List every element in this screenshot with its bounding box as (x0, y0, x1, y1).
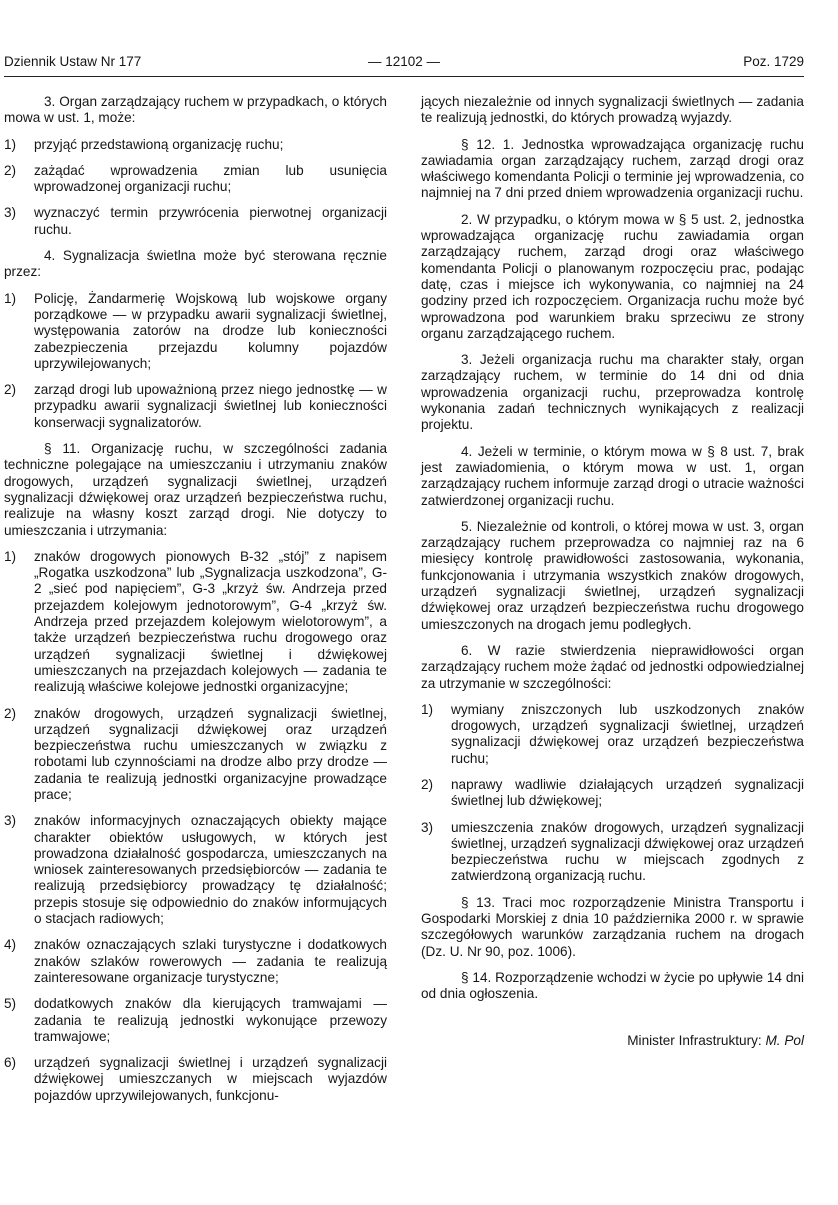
paragraph-3-intro: 3. Organ zarządzający ruchem w przypadkach, o których mowa w ust. 1, może: (4, 94, 387, 126)
section-12-1: § 12. 1. Jednostka wprowadzająca organizację ruchu zawiadamia organ zarządzający ruchem, zarząd drogi oraz właściwego komendanta Policji o terminie jej wprowadzenia, co najmniej na 7 dni przed dniem wprowadzenia organizacji ruchu. (421, 136, 804, 201)
right-column (421, 94, 804, 1059)
section-13: § 13. Traci moc rozporządzenie Ministra Transportu i Gospodarki Morskiej z dnia 10 października 2000 r. w sprawie szczegółowych warunków zarządzania ruchem na drogach (Dz. U. Nr 90, poz. 1006). (421, 894, 804, 959)
section-12-3: 3. Jeżeli organizacja ruchu ma charakter stały, organ zarządzający ruchem, w terminie do 14 dni od dnia wprowadzenia organizacji ruchu, przeprowadza kontrolę wykonania zadań technicznych wynikających z realizacji projektu. (421, 352, 804, 433)
section-11-intro: § 11. Organizację ruchu, w szczególności zadania techniczne polegające na umieszczaniu i utrzymaniu znaków drogowych, urządzeń sygnalizacji świetlnej, urządzeń sygnalizacji dźwiękowej oraz urządzeń bezpieczeństwa ruchu, realizuje na własny koszt zarząd drogi. Nie dotyczy to umieszczania i utrzymania: (4, 441, 387, 538)
list-item: 3) umieszczenia znaków drogowych, urządzeń sygnalizacji świetlnej, urządzeń sygnalizacji dźwiękowej oraz urządzeń bezpieczeństwa ruchu w miejscach zgodnych z zatwierdzoną organizacją ruchu. (421, 819, 804, 884)
section-12-5: 5. Niezależnie od kontroli, o której mowa w ust. 3, organ zarządzający ruchem przeprowadza co najmniej raz na 6 miesięcy kontrolę prawidłowości zastosowania, wykonania, funkcjonowania i utrzymania wszystkich znaków drogowych, urządzeń sygnalizacji świetlnej, urządzeń sygnalizacji dźwiękowej oraz urządzeń bezpieczeństwa ruchu drogowego umieszczonych na drogach jemu podległych. (421, 518, 804, 632)
list-item: 1) znaków drogowych pionowych B-32 „stój” z napisem „Rogatka uszkodzona” lub „Sygnalizacja uszkodzona”, G-2 „sieć pod napięciem”, G-3 „krzyż św. Andrzeja przed przejazdem kolejowym jednotorowym”, G-4 „krzyż św. Andrzeja przed przejazdem kolejowym wielotorowym”, a także urządzeń bezpieczeństwa ruchu drogowego oraz urządzeń sygnalizacji świetlnej i dźwiękowej umieszczanych na przejazdach kolejowych — zadania te realizują właściwe kolejowe jednostki organizacyjne; (4, 548, 387, 695)
list-item: 2) zażądać wprowadzenia zmian lub usunięcia wprowadzonej organizacji ruchu; (4, 162, 387, 195)
list-item: 3) wyznaczyć termin przywrócenia pierwotnej organizacji ruchu. (4, 205, 387, 237)
continuation-text: jących niezależnie od innych sygnalizacji świetlnych — zadania te realizują jednostki, do których prowadzą wyjazdy. (421, 94, 804, 126)
list-item: 2) naprawy wadliwie działających urządzeń sygnalizacji świetlnej lub dźwiękowej; (421, 776, 804, 809)
list-item: 3) znaków informacyjnych oznaczających obiekty mające charakter obiektów usługowych, w których jest prowadzona działalność gospodarcza, umieszczanych na wniosek zainteresowanych przedsiębiorców — zadania te realizują przedsiębiorcy prowadzący tę działalność; przepis stosuje się odpowiednio do znaków informujących o stacjach radiowych; (4, 813, 387, 927)
list-item: 1) wymiany zniszczonych lub uszkodzonych znaków drogowych, urządzeń sygnalizacji świetlnej, urządzeń sygnalizacji dźwiękowej oraz urządzeń bezpieczeństwa ruchu; (421, 701, 804, 766)
list-item: 1) Policję, Żandarmerię Wojskową lub wojskowe organy porządkowe — w przypadku awarii sygnalizacji świetlnej, występowania zatorów na drodze lub konieczności zabezpieczenia przejazdu kolumny pojazdów uprzywilejowanych; (4, 290, 387, 371)
journal-title: Dziennik Ustaw Nr 177 (4, 54, 142, 69)
paragraph-3-list (4, 137, 387, 238)
section-12-4: 4. Jeżeli w terminie, o którym mowa w § 8 ust. 7, brak jest zawiadomienia, o którym mowa w ust. 1, organ zarządzający ruchem informuje zarząd drogi o utracie ważności zatwierdzonej organizacji ruchu. (421, 443, 804, 508)
signature (421, 1033, 804, 1049)
section-11-list (4, 549, 387, 1104)
page-header (4, 54, 804, 77)
list-item: 2) znaków drogowych, urządzeń sygnalizacji świetlnej, urządzeń sygnalizacji dźwiękowej oraz urządzeń bezpieczeństwa ruchu umieszczanych w związku z robotami lub czynnościami na drodze albo przy drodze — zadania te realizują jednostki organizacyjne prowadzące prace; (4, 705, 387, 802)
position-number: Poz. 1729 (743, 54, 804, 69)
section-12-2: 2. W przypadku, o którym mowa w § 5 ust. 2, jednostka wprowadzająca organizację ruchu zawiadamia organ zarządzający ruchem, zarząd drogi oraz właściwego komendanta Policji o planowanym rozpoczęciu prac, podając datę, czas i miejsce ich wykonywania, co najmniej na 24 godziny przed ich rozpoczęciem. Organizacja ruchu może być wprowadzona pod warunkiem braku sprzeciwu ze strony organu zarządzającego ruchem. (421, 211, 804, 341)
list-item: 5) dodatkowych znaków dla kierujących tramwajami — zadania te realizują jednostki wykonujące przewozy tramwajowe; (4, 996, 387, 1044)
page-number: — 12102 — (367, 54, 441, 69)
section-12-6-list (421, 702, 804, 885)
paragraph-4-intro: 4. Sygnalizacja świetlna może być sterowana ręcznie przez: (4, 248, 387, 280)
list-item: 1) przyjąć przedstawioną organizację ruchu; (4, 136, 284, 152)
paragraph-4-list (4, 291, 387, 431)
signature-label: Minister Infrastruktury: (627, 1032, 762, 1048)
section-12-6-intro: 6. W razie stwierdzenia nieprawidłowości organ zarządzający ruchem może żądać od jednostki odpowiedzialnej za utrzymanie w szczególności: (421, 642, 804, 691)
signature-name: M. Pol (765, 1032, 804, 1048)
list-item: 6) urządzeń sygnalizacji świetlnej i urządzeń sygnalizacji dźwiękowej umieszczanych w miejscach wyjazdów pojazdów uprzywilejowanych, funkcjonu- (4, 1055, 387, 1103)
left-column (4, 94, 387, 1114)
list-item: 2) zarząd drogi lub upoważnioną przez niego jednostkę — w przypadku awarii sygnalizacji świetlnej lub konieczności konserwacji sygnalizatorów. (4, 382, 387, 430)
section-14: § 14. Rozporządzenie wchodzi w życie po upływie 14 dni od dnia ogłoszenia. (421, 969, 804, 1002)
list-item: 4) znaków oznaczających szlaki turystyczne i dodatkowych znaków szlaków rowerowych — zadania te realizują zainteresowane organizacje turystyczne; (4, 937, 387, 985)
